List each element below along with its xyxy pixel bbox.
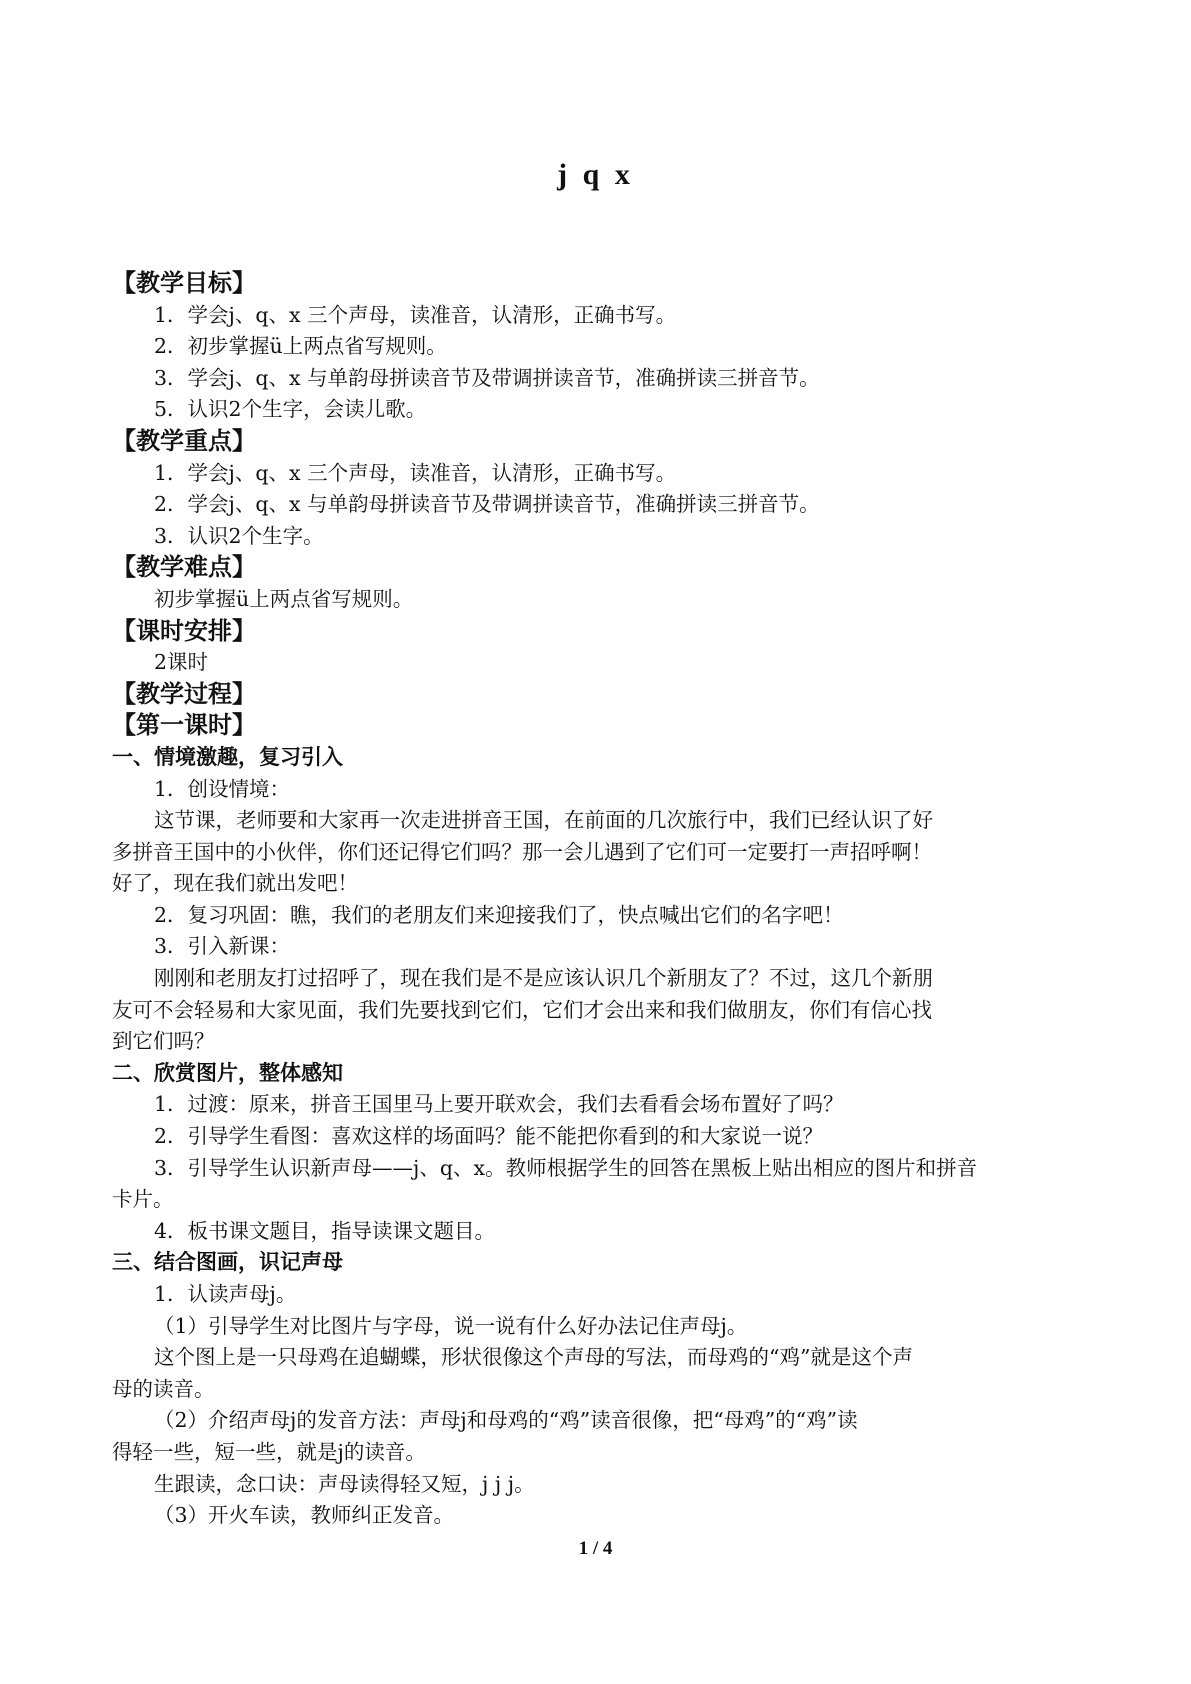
section-heading: 【教学难点】 — [112, 553, 256, 582]
paragraph-line: 1．学会j、q、x 三个声母，读准音，认清形，正确书写。 — [154, 460, 677, 485]
section-heading: 【课时安排】 — [112, 616, 256, 645]
paragraph-line: 1．学会j、q、x 三个声母，读准音，认清形，正确书写。 — [154, 302, 677, 327]
paragraph-line: （3）开火车读，教师纠正发音。 — [154, 1503, 455, 1528]
subsection-heading: 二、欣赏图片，整体感知 — [112, 1060, 343, 1085]
document-body — [112, 268, 1092, 1532]
page-number: 1 / 4 — [578, 1538, 613, 1559]
paragraph-continuation: 母的读音。 — [112, 1376, 215, 1401]
paragraph-continuation: 好了，现在我们就出发吧！ — [112, 871, 358, 896]
paragraph-line: 1．认读声母j。 — [154, 1282, 297, 1306]
paragraph-line: 5．认识2个生字，会读儿歌。 — [154, 397, 427, 422]
section-heading: 【教学重点】 — [112, 426, 256, 455]
paragraph-line: 2课时 — [154, 650, 209, 675]
paragraph-line: 2．初步掌握ü上两点省写规则。 — [154, 334, 447, 359]
paragraph-continuation: 得轻一些，短一些，就是j的读音。 — [112, 1439, 426, 1464]
section-heading: 【教学目标】 — [112, 269, 256, 297]
paragraph-line: 这节课，老师要和大家再一次走进拼音王国，在前面的几次旅行中，我们已经认识了好 — [154, 808, 933, 833]
paragraph-continuation: 卡片。 — [112, 1187, 174, 1212]
paragraph-continuation: 到它们吗？ — [112, 1029, 215, 1054]
section-heading: 【第一课时】 — [112, 711, 256, 740]
paragraph-line: 这个图上是一只母鸡在追蝴蝶，形状很像这个声母的写法，而母鸡的“鸡”就是这个声 — [154, 1345, 913, 1370]
subsection-heading: 三、结合图画，识记声母 — [112, 1250, 343, 1275]
paragraph-line: 4．板书课文题目，指导读课文题目。 — [154, 1218, 496, 1243]
paragraph-line: 3．引入新课： — [154, 934, 291, 959]
paragraph-continuation: 友可不会轻易和大家见面，我们先要找到它们，它们才会出来和我们做朋友，你们有信心找 — [112, 997, 932, 1022]
paragraph-line: 生跟读，念口诀：声母读得轻又短，j j j。 — [154, 1471, 535, 1496]
section-heading: 【教学过程】 — [112, 679, 256, 708]
paragraph-line: 3．学会j、q、x 与单韵母拼读音节及带调拼读音节，准确拼读三拼音节。 — [154, 365, 820, 390]
paragraph-line: 1．过渡：原来，拼音王国里马上要开联欢会，我们去看看会场布置好了吗？ — [154, 1092, 844, 1117]
paragraph-line: 2．复习巩固：瞧，我们的老朋友们来迎接我们了，快点喊出它们的名字吧！ — [154, 902, 844, 927]
subsection-heading: 一、情境激趣，复习引入 — [112, 744, 343, 769]
paragraph-line: 3．认识2个生字。 — [154, 523, 324, 548]
paragraph-line: （2）介绍声母j的发音方法：声母j和母鸡的“鸡”读音很像，把“母鸡”的“鸡”读 — [154, 1408, 858, 1433]
paragraph-line: （1）引导学生对比图片与字母，说一说有什么好办法记住声母j。 — [154, 1313, 748, 1338]
paragraph-continuation: 多拼音王国中的小伙伴，你们还记得它们吗？那一会儿遇到了它们可一定要打一声招呼啊！ — [112, 839, 932, 864]
paragraph-line: 2．引导学生看图：喜欢这样的场面吗？能不能把你看到的和大家说一说？ — [154, 1124, 824, 1149]
paragraph-line: 初步掌握ü上两点省写规则。 — [154, 586, 414, 611]
paragraph-line: 1．创设情境： — [154, 776, 291, 801]
paragraph-line: 2．学会j、q、x 与单韵母拼读音节及带调拼读音节，准确拼读三拼音节。 — [154, 492, 820, 517]
paragraph-line: 3．引导学生认识新声母——j、q、x。教师根据学生的回答在黑板上贴出相应的图片和拼音 — [154, 1155, 978, 1180]
paragraph-line: 刚刚和老朋友打过招呼了，现在我们是不是应该认识几个新朋友了？不过，这几个新朋 — [154, 966, 933, 991]
document-title: j q x — [557, 158, 634, 191]
